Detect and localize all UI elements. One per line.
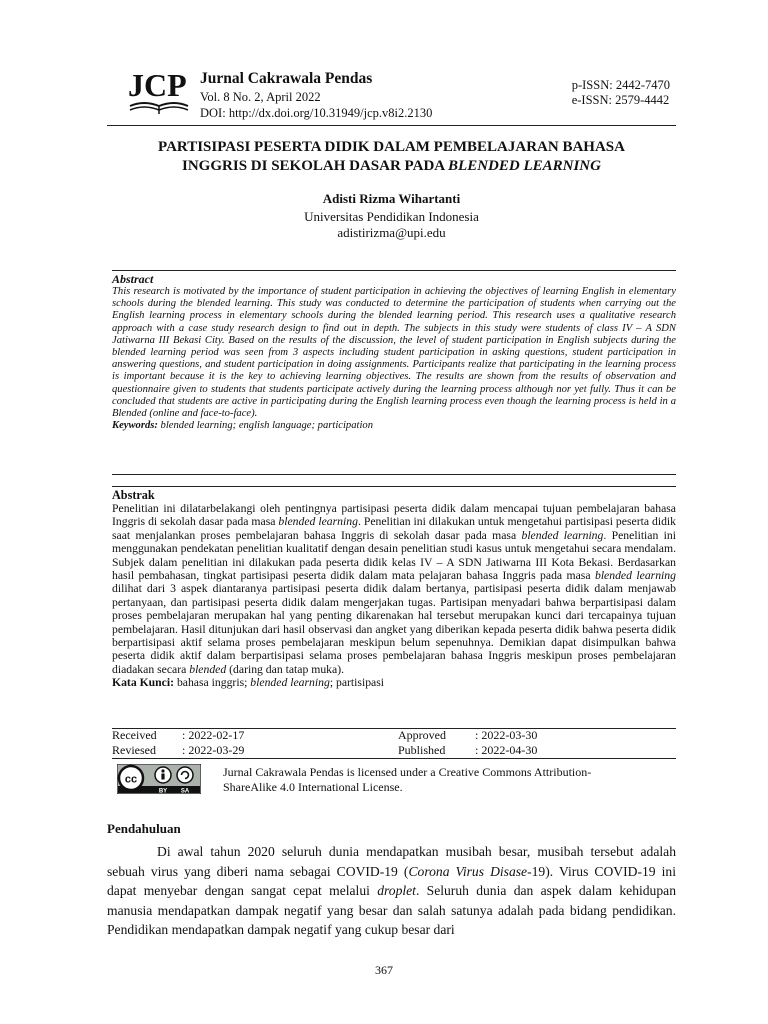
keywords-label: Keywords: — [112, 420, 158, 432]
intro-italic: droplet — [377, 883, 416, 899]
intro-part: -19). Virus COVID-19 ini dapat menyebar dengan sangat cepat melalui — [107, 863, 677, 899]
keywords-list: blended learning; english language; participation — [157, 420, 373, 432]
abstrak-part: (daring dan tatap muka). — [226, 662, 345, 676]
abstrak-italic: blended — [189, 662, 227, 676]
approved-date: : 2022-03-30 — [475, 728, 538, 742]
received-label: Received — [112, 728, 157, 742]
dates-row — [112, 743, 676, 758]
author-email[interactable]: adistirizma@upi.edu — [337, 225, 446, 240]
kata-kunci — [112, 676, 676, 689]
cc-by-sa-badge[interactable] — [117, 764, 201, 794]
article-title — [107, 138, 676, 176]
affiliation: Universitas Pendidikan Indonesia — [304, 209, 479, 224]
kata-kunci-italic: blended learning — [250, 676, 330, 690]
published-label: Published — [398, 742, 446, 757]
license-text: Jurnal Cakrawala Pendas is licensed under a Creative Commons Attribution-ShareAlike 4.0 International License. — [223, 765, 592, 794]
abstrak-part: Penelitian ini dilatarbelakangi oleh pentingnya partisipasi peserta didik dalam mencapai tujuan pembelajaran bahasa Inggris di sekolah dasar pada masa — [112, 502, 676, 529]
kata-kunci-label: Kata Kunci: — [112, 676, 175, 690]
author-name: Adisti Rizma Wihartanti — [322, 191, 461, 206]
e-issn: e-ISSN: 2579-4442 — [571, 93, 670, 107]
intro-italic: Corona Virus Disase — [408, 863, 528, 879]
abstract-english — [112, 270, 676, 475]
journal-volume: Vol. 8 No. 2, April 2022 — [200, 90, 321, 104]
abstrak-part: dilihat dari 3 aspek diantaranya partisipasi peserta didik dalam bertanya, partisipasi peserta didik dalam menjawab pertanyaan, dan partisipasi peserta didik dalam mengerjakan tugas. Partisipan menyadari bahwa berpartisipasi dalam proses pembelajaran merupakan hal yang penting dikarenakan hal tersebut merupakan kunci dari tercapainya tujuan pembelajaran. Hasil ditunjukan dari hasil observasi dan angket yang diberikan kepada peserta didik bahwa peserta didik berpartisipasi aktif selama proses pembelajaran meskipun belum sepenuhnya. Demikian dapat disimpulkan bahwa peserta didik aktif dalam berpartisipasi selama proses pembelajaran bahasa Inggris meskipun proses pembelajaran diadakan secara — [112, 582, 676, 676]
intro-part: . Seluruh dunia dan aspek dalam kehidupan manusia mendapatkan dampak negatif yang besar dan salah satunya adalah pada bidang pendidikan. Pendidikan mendapatkan dampak negatif yang cukup besar dari — [107, 883, 676, 938]
logo-text: JCP — [128, 67, 187, 103]
abstrak-text — [112, 502, 676, 676]
abstrak-italic: blended learning — [278, 515, 358, 529]
keywords — [112, 420, 676, 432]
received-date: : 2022-02-17 — [182, 728, 245, 742]
title-part-italic: BLENDED LEARNING — [448, 158, 601, 174]
revised-label: Reviesed — [112, 742, 156, 757]
abstract-indonesian — [112, 486, 676, 729]
abstrak-italic: blended learning — [594, 569, 676, 583]
title-line-1: PARTISIPASI PESERTA DIDIK DALAM PEMBELAJARAN BAHASA — [158, 139, 625, 155]
page-number: 367 — [375, 963, 393, 977]
kata-kunci-part: ; partisipasi — [329, 676, 385, 690]
abstrak-part: . Penelitian ini menggunakan pendekatan penelitian kualitatif dengan desain penelitian studi kasus untuk mengetahui secara mendalam. Subjek dalam penelitian ini dilakukan pada peserta didik kelas IV – A SDN Jatiwarna III Kota Bekasi. Berdasarkan hasil pembahasan, tingkat partisipasi peserta didik dalam mata pelajaran bahasa Inggris pada masa — [112, 528, 676, 583]
author-affiliation — [107, 209, 676, 241]
p-issn: p-ISSN: 2442-7470 — [571, 78, 670, 92]
issn-block — [572, 78, 670, 108]
abstrak-italic: blended learning — [521, 528, 604, 542]
title-line-2 — [107, 157, 676, 176]
abstract-heading: Abstract — [112, 272, 154, 286]
journal-logo — [128, 66, 190, 116]
title-part: INGGRIS DI SEKOLAH DASAR PADA — [182, 158, 449, 174]
journal-doi[interactable]: DOI: http://dx.doi.org/10.31949/jcp.v8i2.2130 — [200, 106, 433, 120]
kata-kunci-part: bahasa inggris; — [174, 676, 251, 690]
abstrak-heading: Abstrak — [112, 488, 155, 502]
svg-text:cc: cc — [124, 773, 138, 786]
dates-row — [112, 728, 676, 743]
published-date: : 2022-04-30 — [475, 742, 538, 757]
section-heading: Pendahuluan — [107, 821, 181, 836]
revised-date: : 2022-03-29 — [182, 742, 245, 757]
header-divider — [107, 125, 676, 126]
abstrak-part: . Penelitian ini dilakukan untuk mengetahui partisipasi peserta didik saat menjalankan proses pembelajaran bahasa Inggris di sekolah dasar pada masa — [112, 515, 677, 542]
intro-part: Di awal tahun 2020 seluruh dunia mendapatkan musibah besar, musibah tersebut adalah sebuah virus yang diberi nama sebagai COVID-19 ( — [107, 844, 676, 879]
badge-sa: SA — [180, 788, 190, 794]
abstract-text: This research is motivated by the importance of student participation in achieving the objectives of learning English in elementary schools during the blended learning. This study was conducted to determine the participation of students when carrying out the English learning process in elementary schools during the blended learning period. This research uses a qualitative research approach with a case study research design to find out in depth. The subjects in this study were students of class IV – A SDN Jatiwarna III Bekasi City. Based on the results of the discussion, the level of student participation in English subjects during the blended learning period was seen from 3 aspects including student participation in asking questions, student participation in answering questions, and student participation in doing assignments. Participants realize that participating in the learning process is important because it is the key to achieving learning objectives. The results are shown from the results of observation and questionnaire given to students that students participate actively during the learning process although nor yet fully. Thus it can be concluded that students are active in participating during the English learning process even though the learning process is held in a Blended (online and face-to-face). — [112, 286, 676, 420]
badge-by: BY — [158, 788, 168, 794]
journal-name: Jurnal Cakrawala Pendas — [200, 70, 373, 87]
approved-label: Approved — [398, 728, 446, 742]
intro-paragraph — [107, 842, 676, 940]
article-dates — [112, 728, 676, 759]
